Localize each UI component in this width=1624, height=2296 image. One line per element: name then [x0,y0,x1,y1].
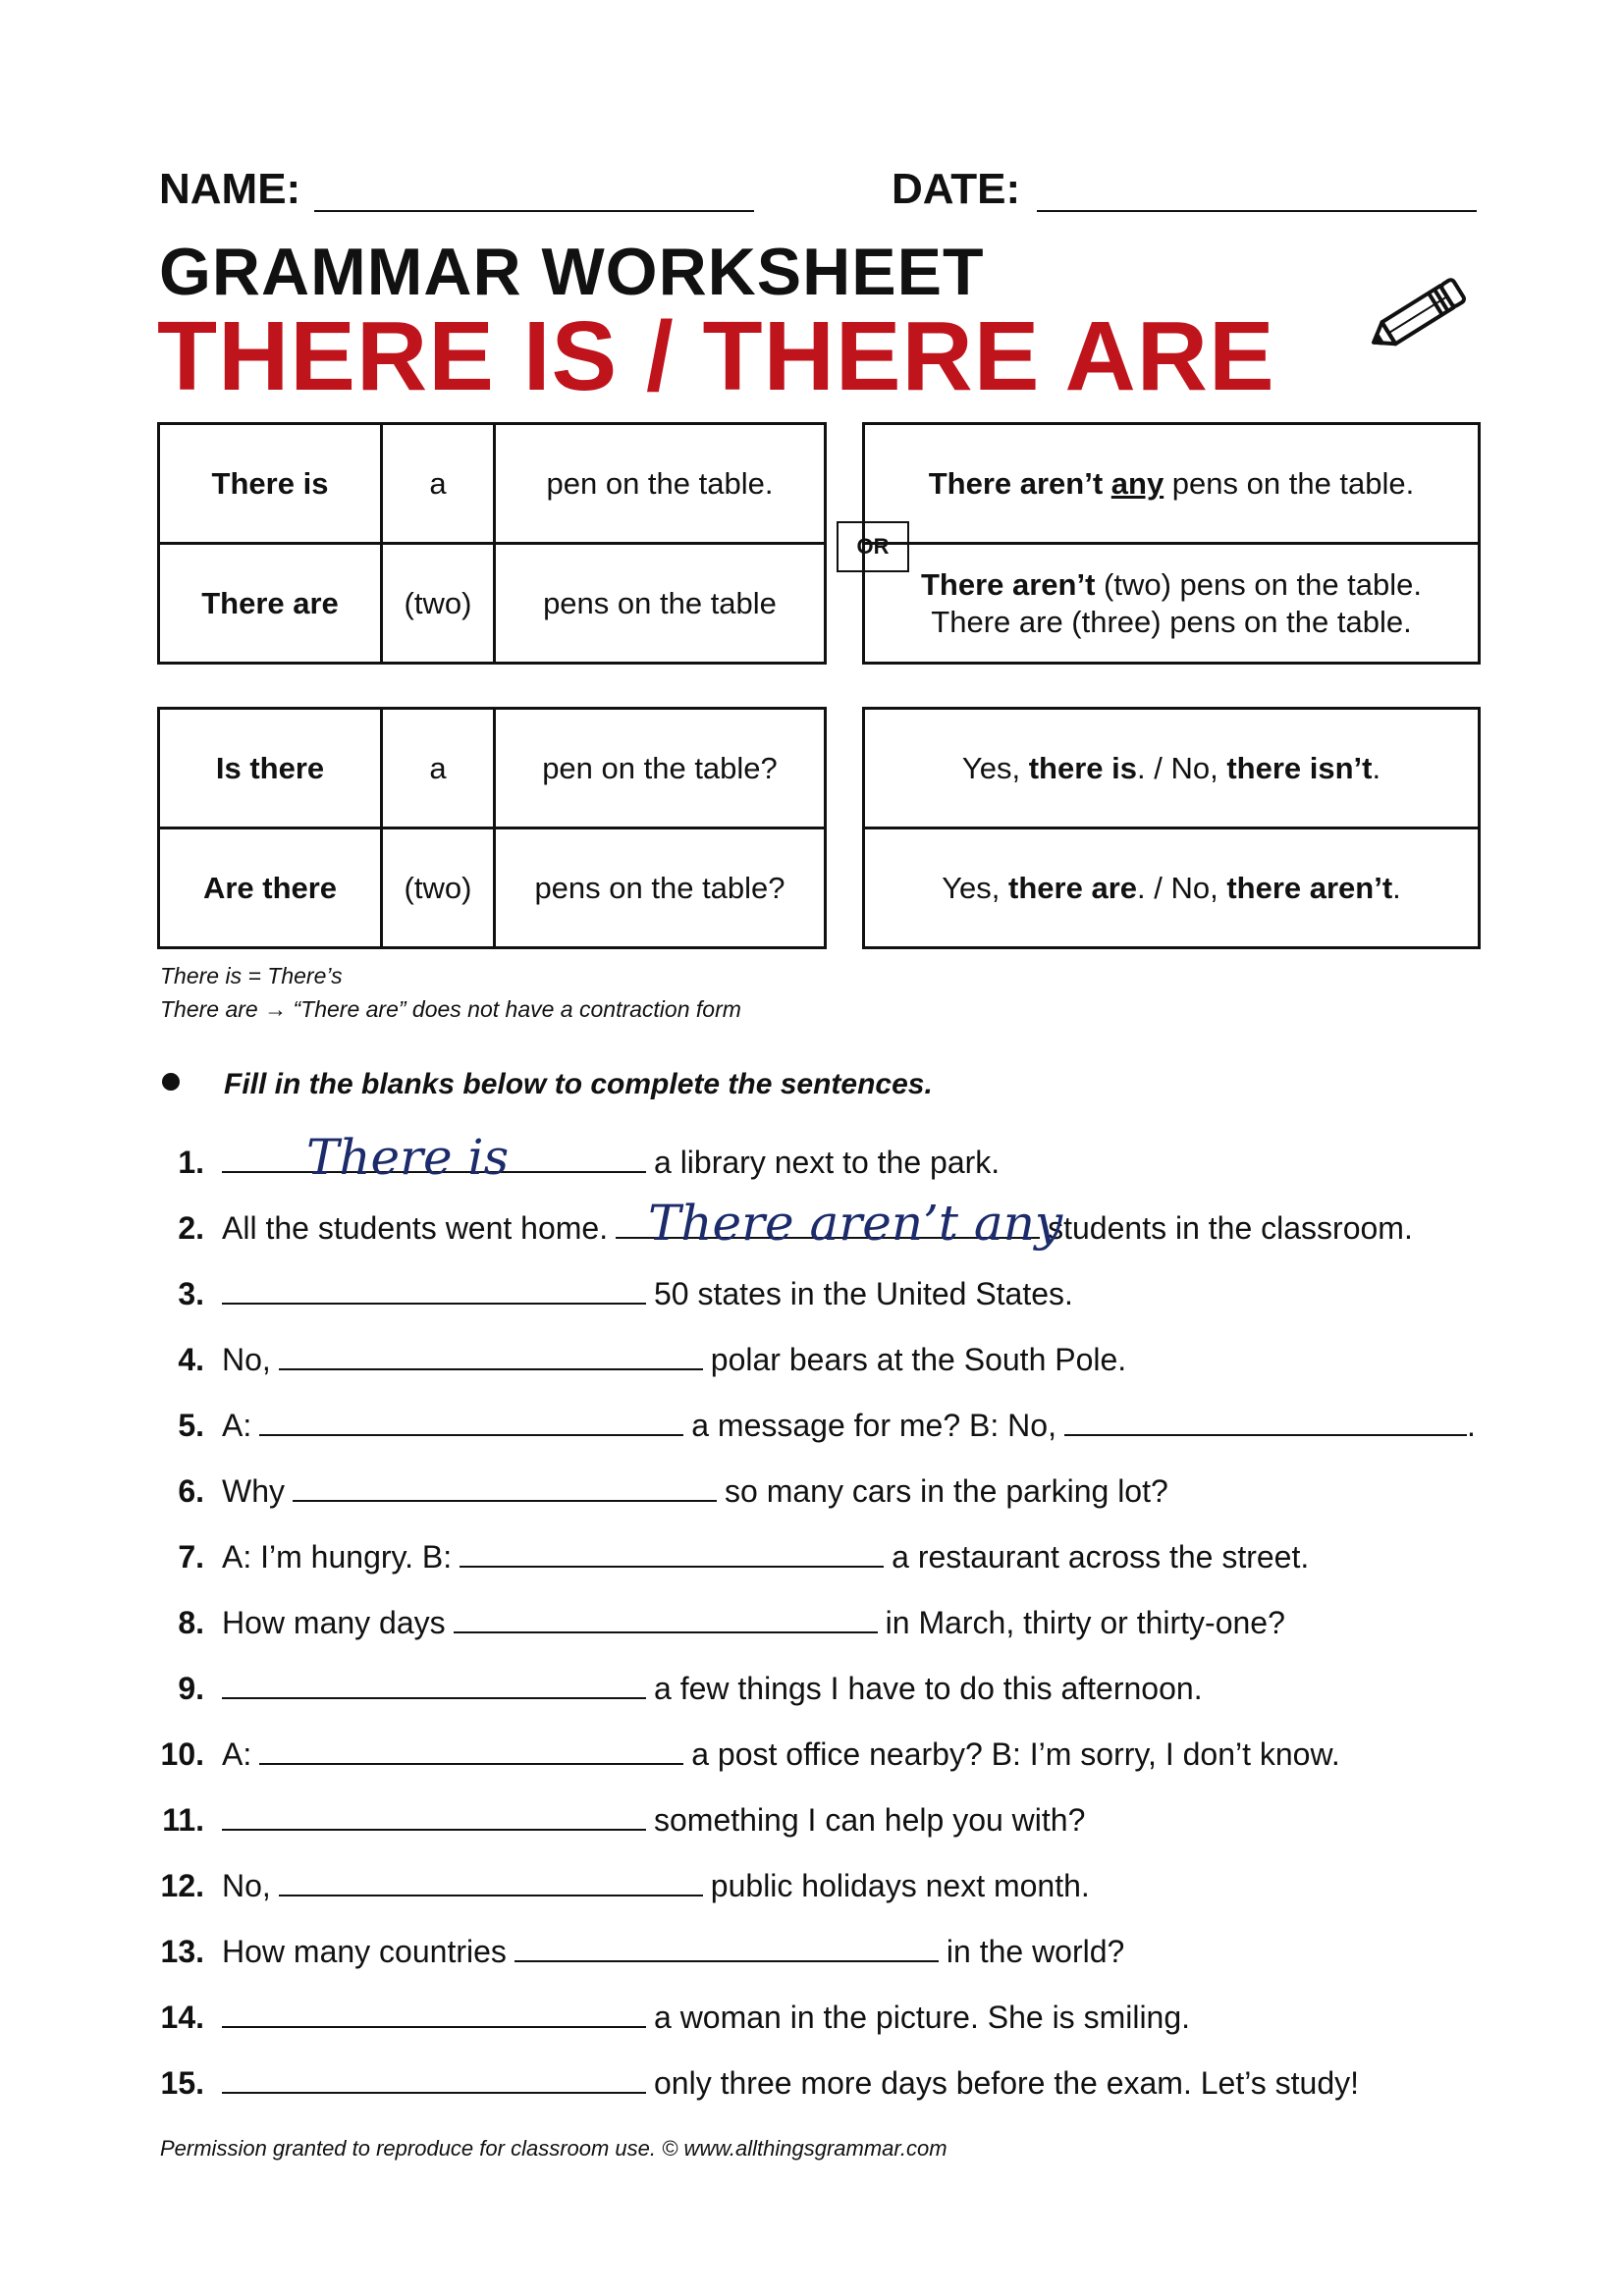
item-number: 6. [178,1473,204,1509]
item-prompt-after: 50 states in the United States. [654,1276,1073,1311]
negative-table [862,422,1481,665]
answer-blank[interactable] [259,1737,683,1765]
there-are-bold: there are [1008,870,1137,905]
negative-two-bold: There aren’t [920,566,1096,602]
cell-pen-q: pen on the table? [495,709,826,828]
item-number: 1. [178,1145,204,1180]
item-number: 13. [160,1934,204,1969]
item-prompt-before: All the students went home. [222,1210,609,1246]
cell-article: a [382,424,495,544]
any-underlined: any [1110,465,1164,501]
bullet-icon [162,1073,180,1091]
item-prompt-before: No, [222,1342,271,1377]
item-prompt-after: a restaurant across the street. [892,1539,1310,1575]
handwritten-answer-2: There aren’t any [648,1195,1063,1252]
negative-bold: There aren’t [928,465,1111,501]
negative-two-rest: (two) pens on the table. [1095,566,1423,602]
item-prompt-after: a few things I have to do this afternoon. [654,1671,1203,1706]
negative-number-cell [864,544,1480,664]
affirmative-table [157,422,827,665]
answer-blank[interactable] [460,1540,884,1568]
exercise-item [222,1539,1309,1575]
cell-pens: pens on the table [495,544,826,664]
worksheet-topic-title: THERE IS / THERE ARE [157,301,1275,411]
no-text: . / No, [1137,870,1227,905]
item-number: 2. [178,1210,204,1246]
item-number: 7. [178,1539,204,1575]
exercise-item [222,1408,1476,1444]
item-number: 8. [178,1605,204,1640]
item-prompt-after: so many cars in the parking lot? [725,1473,1168,1509]
item-prompt-after: only three more days before the exam. Let’s study! [654,2065,1360,2101]
answer-blank[interactable] [279,1343,703,1370]
exercise-item [222,1934,1124,1970]
exercise-item [222,2065,1359,2102]
item-prompt-before: Why [222,1473,285,1509]
item-prompt-after: in March, thirty or thirty-one? [885,1605,1285,1640]
item-number: 10. [160,1736,204,1772]
answer-blank[interactable] [1064,1409,1467,1436]
answer-blank[interactable] [259,1409,683,1436]
yes-text: Yes, [961,750,1029,785]
worksheet-title: GRAMMAR WORKSHEET [159,235,985,309]
cell-article-q: a [382,709,495,828]
cell-are-there: Are there [159,828,382,948]
item-number: 12. [160,1868,204,1903]
item-number: 4. [178,1342,204,1377]
cell-two-q: (two) [382,828,495,948]
cell-there-are: There are [159,544,382,664]
cell-there-is: There is [159,424,382,544]
item-prompt-after: public holidays next month. [710,1868,1090,1903]
item-tail: . [1466,1408,1476,1443]
item-number: 3. [178,1276,204,1311]
item-prompt-before: No, [222,1868,271,1903]
answer-blank[interactable] [222,2066,646,2094]
answer-plural-cell [864,828,1480,948]
three-pens-line: There are (three) pens on the table. [931,604,1412,639]
contraction-note: There is = There’s [160,963,343,988]
exercise-item [222,1671,1203,1707]
exercise-item [222,1605,1285,1641]
exercise-item [222,1736,1340,1773]
cell-pens-q: pens on the table? [495,828,826,948]
date-field[interactable] [1037,210,1477,212]
item-prompt-before: A: [222,1408,252,1443]
there-is-bold: there is [1028,750,1137,785]
item-prompt-before: How many days [222,1605,446,1640]
item-prompt-before: A: I’m hungry. B: [222,1539,453,1575]
answer-blank[interactable] [279,1869,703,1896]
item-prompt-after: a library next to the park. [654,1145,1001,1180]
item-prompt-after: a woman in the picture. She is smiling. [654,2000,1191,2035]
item-prompt-before: How many countries [222,1934,507,1969]
period: . [1372,750,1381,785]
exercise-item [222,1802,1085,1839]
cell-is-there: Is there [159,709,382,828]
exercise-item [222,2000,1190,2036]
pencil-icon [1365,267,1483,355]
item-number: 15. [160,2065,204,2101]
exercise-item [222,1868,1090,1904]
or-label: OR [837,521,909,572]
there-arent-bold: there aren’t [1226,870,1393,905]
footer-permission: Permission granted to reproduce for classroom use. © www.allthingsgrammar.com [160,2136,947,2161]
item-prompt-after: a post office nearby? B: I’m sorry, I don’t know. [691,1736,1340,1772]
name-field[interactable] [314,210,754,212]
negative-any-cell [864,424,1480,544]
instruction: Fill in the blanks below to complete the sentences. [224,1068,933,1100]
cell-two: (two) [382,544,495,664]
item-number: 9. [178,1671,204,1706]
item-prompt-after: polar bears at the South Pole. [710,1342,1127,1377]
negative-rest: pens on the table. [1164,465,1415,501]
answer-blank[interactable] [222,1277,646,1305]
no-text: . / No, [1137,750,1227,785]
item-prompt-after: a message for me? B: No, [691,1408,1056,1443]
name-label: NAME: [159,165,301,213]
item-prompt-before: A: [222,1736,252,1772]
there-isnt-bold: there isn’t [1226,750,1373,785]
answer-blank[interactable] [222,1672,646,1699]
handwritten-answer-1: There is [306,1129,510,1186]
no-contraction-note: There are → “There are” does not have a contraction form [160,996,741,1022]
answer-blank[interactable] [222,1803,646,1831]
item-number: 5. [178,1408,204,1443]
answer-blank[interactable] [514,1935,939,1962]
period: . [1392,870,1401,905]
item-prompt-after: something I can help you with? [654,1802,1086,1838]
item-number: 11. [162,1802,204,1838]
question-table [157,707,827,949]
exercise-item [222,1276,1073,1312]
answer-singular-cell [864,709,1480,828]
date-label: DATE: [892,165,1021,213]
exercise-item [222,1342,1126,1378]
exercise-item [222,1473,1168,1510]
item-prompt-after: in the world? [946,1934,1125,1969]
answer-blank[interactable] [293,1474,717,1502]
answer-blank[interactable] [222,2001,646,2028]
item-prompt-after: students in the classroom. [1048,1210,1413,1246]
yes-text: Yes, [942,870,1009,905]
cell-pen: pen on the table. [495,424,826,544]
short-answer-table [862,707,1481,949]
item-number: 14. [160,2000,204,2035]
answer-blank[interactable] [454,1606,878,1633]
